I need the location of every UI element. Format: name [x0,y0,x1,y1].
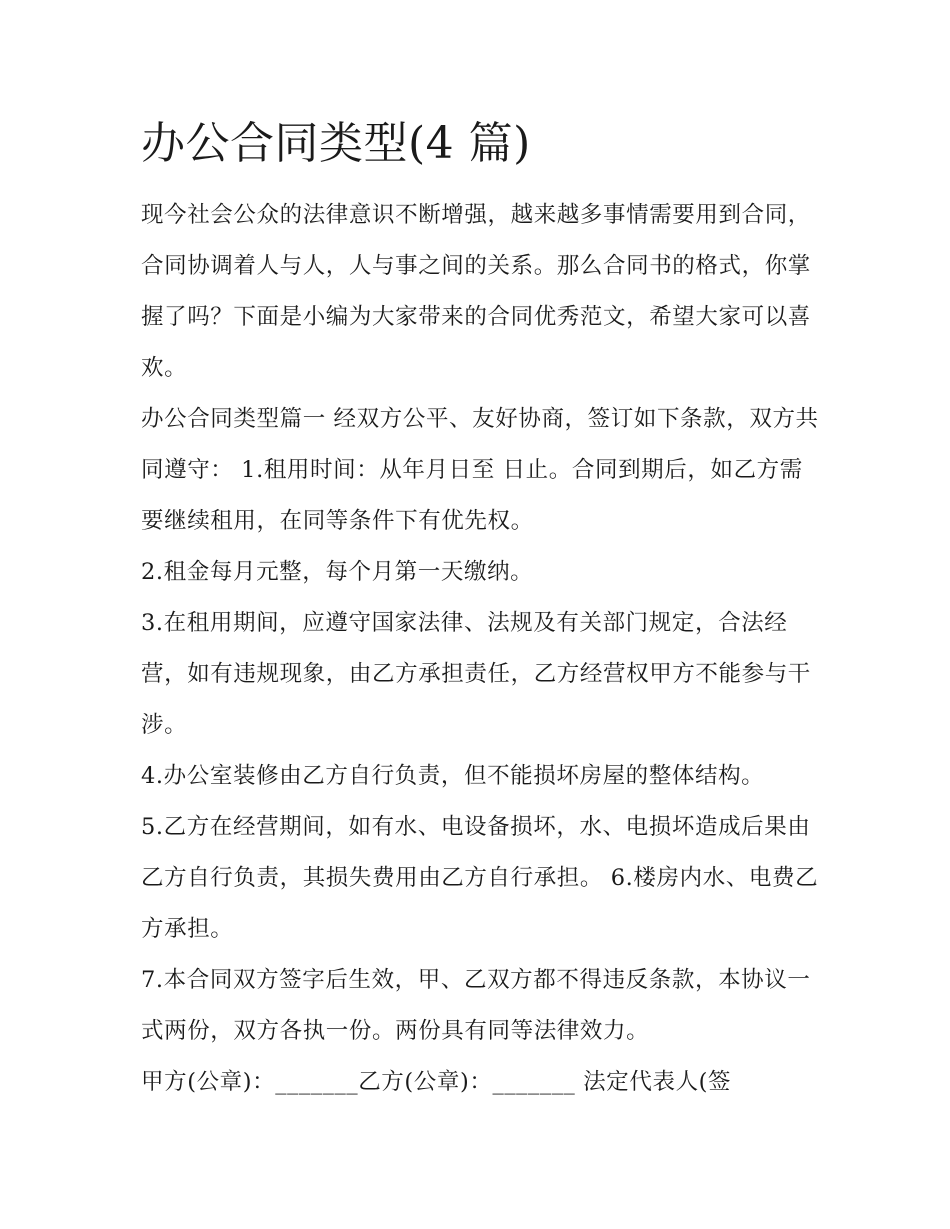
clause-5-6-paragraph: 5.乙方在经营期间，如有水、电设备损坏，水、电损坏造成后果由乙方自行负责，其损失费用由乙方自行承担。 6.楼房内水、电费乙方承担。 [141,814,819,942]
intro-paragraph: 现今社会公众的法律意识不断增强，越来越多事情需要用到合同，合同协调着人与人，人与事之间的关系。那么合同书的格式，你掌握了吗？下面是小编为大家带来的合同优秀范文，希望大家可以喜欢。 [141,202,811,381]
clause-3-paragraph: 3.在租用期间，应遵守国家法律、法规及有关部门规定，合法经营，如有违规现象，由乙方承担责任，乙方经营权甲方不能参与干涉。 [141,610,811,738]
signature-line: 甲方(公章)：_______乙方(公章)：_______ 法定代表人(签 [141,1069,732,1095]
clause-2-paragraph: 2.租金每月元整，每个月第一天缴纳。 [141,559,534,585]
contract-one-intro-paragraph: 办公合同类型篇一 经双方公平、友好协商，签订如下条款，双方共同遵守： 1.租用时间：从年月日至 日止。合同到期后，如乙方需要继续租用，在同等条件下有优先权。 [141,406,819,534]
clause-7-paragraph: 7.本合同双方签字后生效，甲、乙双方都不得违反条款，本协议一式两份，双方各执一份。两份具有同等法律效力。 [141,967,811,1044]
document-page [141,112,821,1108]
document-title: 办公合同类型(4 篇) [141,118,531,169]
clause-4-paragraph: 4.办公室装修由乙方自行负责，但不能损坏房屋的整体结构。 [141,763,765,789]
